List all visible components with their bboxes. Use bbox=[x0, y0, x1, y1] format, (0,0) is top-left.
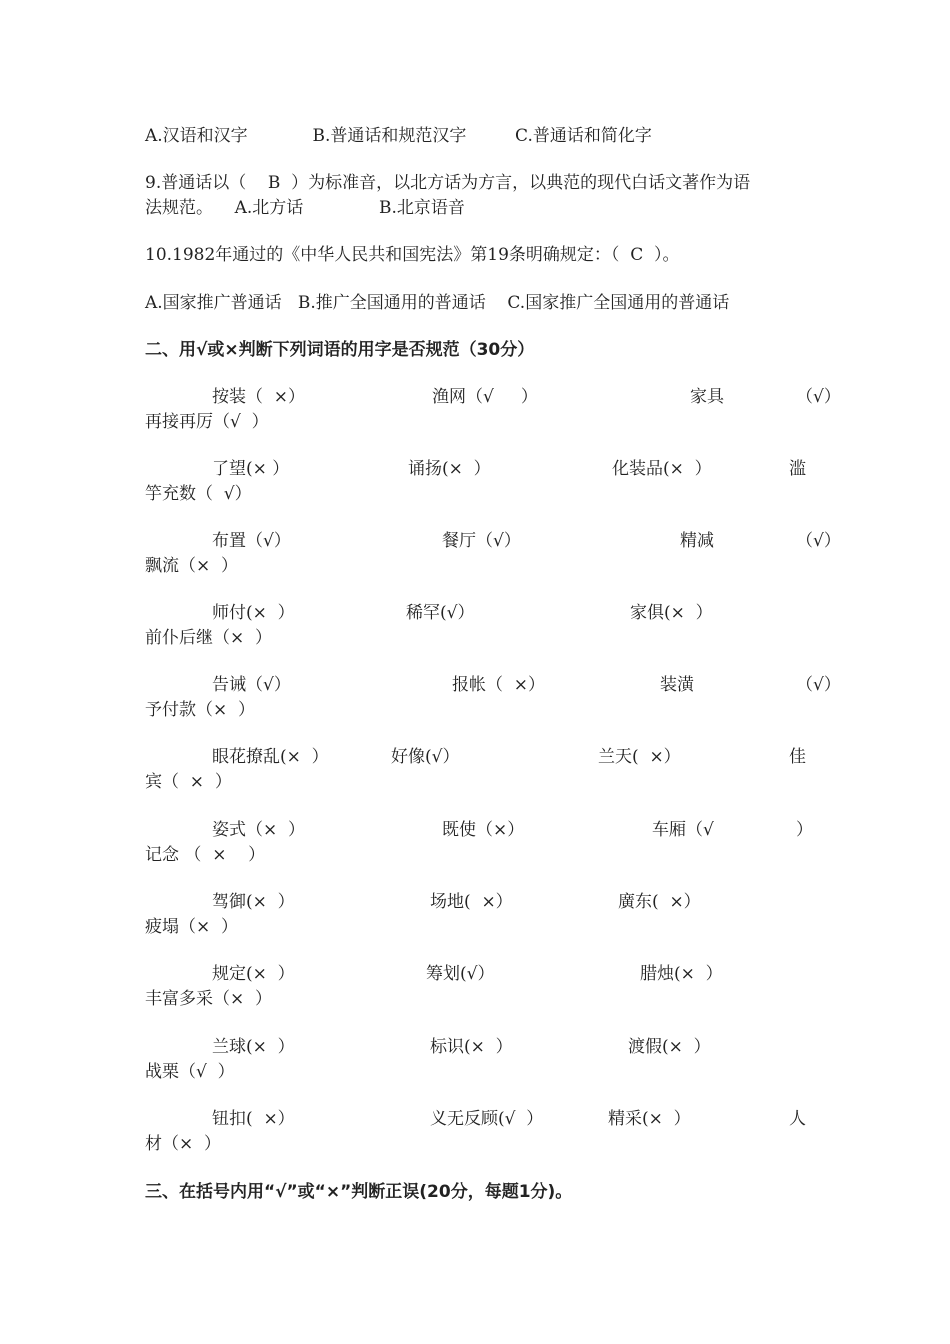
word-item: 义无反顾(√ ） bbox=[430, 1109, 544, 1129]
word-item: 车厢（√ bbox=[652, 820, 714, 840]
word-item: 按装（ ×） bbox=[212, 387, 306, 407]
q8-options: A.汉语和汉字 B.普通话和规范汉字 C.普通话和简化字 bbox=[145, 126, 652, 146]
word-item: 眼花撩乱(× ） bbox=[212, 747, 329, 767]
word-item: 好像(√） bbox=[391, 747, 460, 767]
word-item: 餐厅（√） bbox=[442, 531, 521, 551]
word-item: ） bbox=[796, 820, 813, 840]
word-item-continued: 宾（ × ） bbox=[145, 772, 232, 792]
word-item: 报帐（ ×） bbox=[452, 675, 546, 695]
word-item: （√） bbox=[796, 675, 841, 695]
word-item-continued: 丰富多采（× ） bbox=[145, 989, 273, 1009]
word-item: 装潢 bbox=[660, 675, 694, 695]
section-2-heading: 二、用√或×判断下列词语的用字是否规范（30分） bbox=[145, 340, 535, 360]
section-3-heading: 三、在括号内用“√”或“×”判断正误(20分，每题1分)。 bbox=[145, 1182, 573, 1202]
word-item: 告诫（√） bbox=[212, 675, 291, 695]
word-item: 人 bbox=[789, 1109, 806, 1129]
word-item-continued: 飘流（× ） bbox=[145, 556, 239, 576]
word-item: 稀罕(√） bbox=[406, 603, 475, 623]
word-item: 渔网（√ ） bbox=[432, 387, 538, 407]
q9-line-2: 法规范。 A.北方话 B.北京语音 bbox=[145, 198, 465, 218]
word-item: 兰天( ×） bbox=[598, 747, 681, 767]
word-item: 姿式（× ） bbox=[212, 820, 306, 840]
word-item-continued: 战栗（√ ） bbox=[145, 1062, 235, 1082]
word-item: 家具 bbox=[690, 387, 724, 407]
word-item: 精减 bbox=[680, 531, 714, 551]
word-item-continued: 材（× ） bbox=[145, 1134, 222, 1154]
word-item: 场地( ×） bbox=[430, 892, 513, 912]
word-item: 腊烛(× ） bbox=[640, 964, 723, 984]
word-item: 规定(× ） bbox=[212, 964, 295, 984]
word-item-continued: 前仆后继（× ） bbox=[145, 628, 273, 648]
q10-options: A.国家推广普通话 B.推广全国通用的普通话 C.国家推广全国通用的普通话 bbox=[145, 293, 730, 313]
q9-line-1: 9.普通话以（ B ）为标准音，以北方话为方言，以典范的现代白话文著作为语 bbox=[145, 173, 751, 193]
q10-line: 10.1982年通过的《中华人民共和国宪法》第19条明确规定：（ C ）。 bbox=[145, 245, 680, 265]
word-item: 标识(× ） bbox=[430, 1037, 513, 1057]
word-item: 滥 bbox=[789, 459, 806, 479]
word-item-continued: 予付款（× ） bbox=[145, 700, 256, 720]
word-item: 渡假(× ） bbox=[628, 1037, 711, 1057]
word-item: 佳 bbox=[789, 747, 806, 767]
word-item: 廣东( ×） bbox=[618, 892, 701, 912]
word-item: 家俱(× ） bbox=[630, 603, 713, 623]
word-item-continued: 疲塌（× ） bbox=[145, 917, 239, 937]
word-item: 筹划(√） bbox=[426, 964, 495, 984]
word-item: 化装品(× ） bbox=[612, 459, 712, 479]
word-item: 精采(× ） bbox=[608, 1109, 691, 1129]
word-item: 兰球(× ） bbox=[212, 1037, 295, 1057]
word-item: 驾御(× ） bbox=[212, 892, 295, 912]
word-item-continued: 记念 （ × ） bbox=[145, 845, 266, 865]
word-item: 师付(× ） bbox=[212, 603, 295, 623]
word-item: （√） bbox=[796, 531, 841, 551]
word-item: （√） bbox=[796, 387, 841, 407]
word-item-continued: 竽充数（ √） bbox=[145, 484, 252, 504]
word-item: 钮扣( ×） bbox=[212, 1109, 295, 1129]
word-item: 布置（√） bbox=[212, 531, 291, 551]
word-item: 既使（×） bbox=[442, 820, 525, 840]
word-item: 诵扬(× ） bbox=[408, 459, 491, 479]
word-item-continued: 再接再厉（√ ） bbox=[145, 412, 269, 432]
word-item: 了望(× ） bbox=[212, 459, 290, 479]
